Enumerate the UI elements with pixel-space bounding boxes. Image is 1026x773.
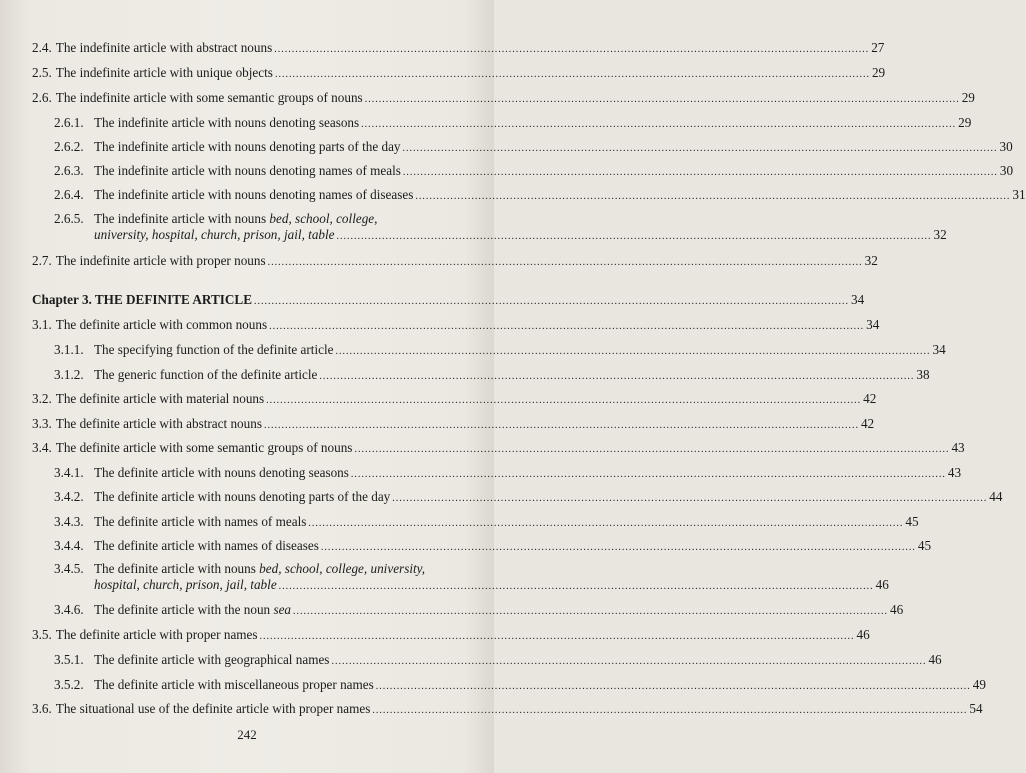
toc-entry-3-4-5 [54, 561, 889, 595]
leader-dots [279, 579, 874, 595]
page-number: 42 [863, 391, 877, 406]
section-number: 2.6.4. [54, 187, 84, 202]
toc-entry-3-5-1 [54, 652, 942, 670]
page-number: 32 [933, 227, 947, 242]
section-title-italic: bed, school, college, university, [259, 561, 426, 576]
section-title: The situational use of the definite article with proper names [55, 701, 371, 716]
toc-entry-2-6-5 [54, 211, 947, 245]
section-title: The definite article with abstract nouns [55, 416, 262, 431]
section-title: The indefinite article with nouns denoting parts of the day [94, 139, 401, 154]
toc-entry-3-4-6 [54, 602, 904, 620]
leader-dots [354, 442, 949, 458]
section-number: 3.3. [32, 416, 52, 431]
section-number: 2.6.2. [54, 139, 84, 154]
section-title: The indefinite article with nouns denoting names of meals [94, 163, 401, 178]
section-number: 3.4.4. [54, 538, 84, 553]
toc-entry-3-4-3 [54, 514, 919, 532]
section-number: 3.6. [32, 701, 52, 716]
page-number: 29 [871, 65, 886, 80]
section-number: 3.1.1. [54, 342, 84, 357]
section-number: 3.4.5. [54, 561, 84, 576]
toc-entry-3-4-1 [54, 465, 962, 483]
section-number: 3.4.3. [54, 514, 84, 529]
section-number: 3.4. [32, 440, 52, 455]
toc-entry-2-7 [32, 253, 878, 271]
toc-entry-2-6-3 [54, 163, 1014, 181]
toc-entry-3-4 [32, 440, 965, 458]
section-title: The definite article with miscellaneous proper names [94, 677, 374, 692]
toc-entry-3-2 [32, 391, 877, 409]
section-number: 2.4. [32, 40, 52, 55]
page-number: 29 [961, 90, 975, 105]
leader-dots [319, 369, 914, 385]
section-number: 3.2. [32, 391, 52, 406]
toc-entry-3-6 [32, 701, 983, 719]
chapter-title: Chapter 3. THE DEFINITE ARTICLE [32, 292, 252, 307]
page-number: 44 [989, 489, 1003, 504]
page-number: 49 [972, 677, 986, 692]
leader-dots [254, 294, 849, 310]
section-title: The definite article with material nouns [55, 391, 265, 406]
section-title: The definite article with geographical names [94, 652, 330, 667]
toc-entry-3-4-2 [54, 489, 1003, 507]
leader-dots [403, 141, 998, 157]
toc-entry-3-1-1 [54, 342, 946, 360]
page-number: 46 [856, 627, 870, 642]
section-title: The indefinite article with nouns [94, 211, 270, 226]
section-number: 2.6.1. [54, 115, 84, 130]
leader-dots [365, 92, 960, 108]
section-title: The indefinite article with nouns denoting names of diseases [94, 187, 414, 202]
section-title-text: The definite article with the noun [94, 602, 274, 617]
page-number: 42 [860, 416, 875, 431]
section-title-italic: sea [273, 602, 292, 617]
section-number: 3.4.1. [54, 465, 84, 480]
toc-entry-3-3 [32, 416, 875, 434]
toc-entry-3-5 [32, 627, 870, 645]
leader-dots [376, 679, 971, 695]
toc-entry-2-4 [32, 40, 885, 58]
section-title: The definite article with nouns [94, 561, 260, 576]
page-number: 46 [875, 577, 889, 592]
leader-dots [335, 344, 930, 360]
page-number: 38 [916, 367, 930, 382]
toc-entry-2-6-4 [54, 187, 1026, 205]
leader-dots [321, 540, 916, 556]
toc-entry-2-6-1 [54, 115, 972, 133]
page-number: 30 [999, 163, 1014, 178]
page-number: 46 [928, 652, 942, 667]
toc-entry-3-5-2 [54, 677, 986, 695]
toc-entry-3-4-4 [54, 538, 932, 556]
toc-entry-2-5 [32, 65, 886, 83]
section-number: 3.1. [32, 317, 52, 332]
page-number: 45 [917, 538, 932, 553]
section-number: 2.5. [32, 65, 52, 80]
page-number: 46 [890, 602, 904, 617]
section-number: 2.6.3. [54, 163, 84, 178]
leader-dots [337, 229, 932, 245]
section-number: 3.5.2. [54, 677, 84, 692]
toc-entry-3-1 [32, 317, 880, 335]
section-title: The definite article with proper names [55, 627, 258, 642]
leader-dots [415, 189, 1010, 205]
page-number: 45 [905, 514, 919, 529]
section-number: 3.1.2. [54, 367, 84, 382]
page-number: 34 [851, 292, 865, 307]
section-title: The definite article with common nouns [55, 317, 268, 332]
section-title: The indefinite article with abstract nouns [55, 40, 273, 55]
section-title: The indefinite article with nouns denoting seasons [94, 115, 360, 130]
section-title: The definite article with nouns denoting seasons [94, 465, 349, 480]
page-number: 27 [871, 40, 885, 55]
page-number: 43 [947, 465, 962, 480]
page-number: 31 [1012, 187, 1026, 202]
toc-chapter-3 [32, 292, 865, 310]
leader-dots [392, 491, 987, 507]
page-footer-number: 242 [237, 727, 257, 742]
section-title: The definite article with names of diseases [94, 538, 319, 553]
section-number: 3.5.1. [54, 652, 84, 667]
leader-dots [308, 516, 903, 532]
section-title-italic-continued: university, hospital, church, prison, jail, table [94, 227, 335, 242]
page-number: 43 [951, 440, 965, 455]
section-title: The indefinite article with proper nouns [55, 253, 266, 268]
section-number: 2.6.5. [54, 211, 84, 226]
toc-entry-2-6 [32, 90, 975, 108]
section-title: The generic function of the definite article [94, 367, 318, 382]
leader-dots [293, 604, 888, 620]
page-number: 34 [866, 317, 880, 332]
leader-dots [351, 467, 946, 483]
leader-dots [264, 418, 859, 434]
leader-dots [266, 393, 861, 409]
toc-entry-2-6-2 [54, 139, 1013, 157]
section-title [94, 602, 291, 618]
section-title: The indefinite article with unique objects [55, 65, 273, 80]
leader-dots [331, 654, 926, 670]
leader-dots [361, 117, 956, 133]
toc-entry-3-1-2 [54, 367, 930, 385]
section-number: 3.4.6. [54, 602, 84, 617]
section-title: The indefinite article with some semantic groups of nouns [55, 90, 363, 105]
section-number: 2.7. [32, 253, 52, 268]
leader-dots [274, 42, 869, 58]
section-title: The definite article with names of meals [94, 514, 307, 529]
leader-dots [260, 629, 855, 645]
page-number: 32 [864, 253, 878, 268]
page-number: 29 [958, 115, 972, 130]
leader-dots [372, 703, 967, 719]
section-title-italic: bed, school, college, [269, 211, 378, 226]
leader-dots [268, 255, 863, 271]
page-number: 34 [932, 342, 946, 357]
page-number: 54 [969, 701, 983, 716]
leader-dots [275, 67, 870, 83]
leader-dots [269, 319, 864, 335]
section-number: 3.4.2. [54, 489, 84, 504]
section-title-italic-continued: hospital, church, prison, jail, table [94, 577, 277, 592]
section-number: 3.5. [32, 627, 52, 642]
section-title: The definite article with nouns denoting parts of the day [94, 489, 391, 504]
section-title: The specifying function of the definite article [94, 342, 334, 357]
leader-dots [403, 165, 998, 181]
page-number: 30 [999, 139, 1013, 154]
section-title: The definite article with some semantic groups of nouns [55, 440, 353, 455]
section-number: 2.6. [32, 90, 52, 105]
